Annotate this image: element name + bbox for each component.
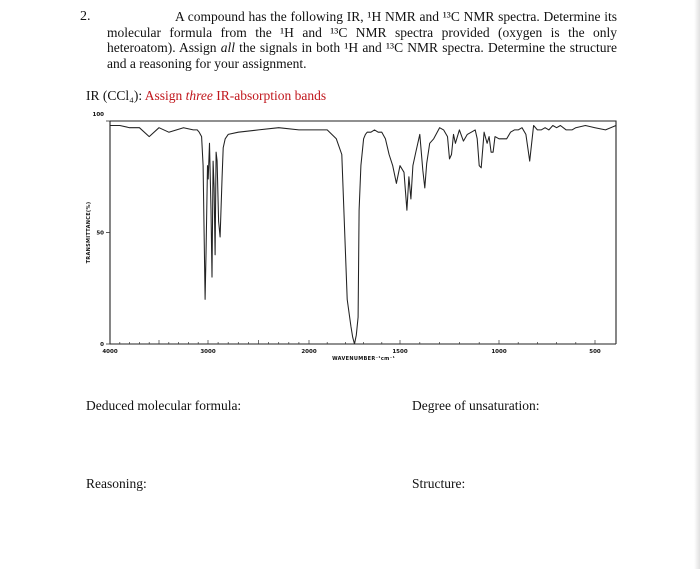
ir-instruction-em: three: [185, 88, 213, 103]
x-tick-label: 1000: [491, 349, 507, 355]
structure-label: Structure:: [412, 476, 466, 491]
molecular-formula-label: Deduced molecular formula:: [86, 398, 242, 413]
question-number: 2.: [80, 9, 91, 24]
x-tick-label: 1500: [392, 349, 408, 355]
ir-instruction: [145, 88, 326, 103]
x-tick-label: 3000: [200, 349, 216, 355]
ir-instruction-post: IR-absorption bands: [216, 88, 327, 103]
y-tick-label: 50: [96, 230, 104, 237]
chart-frame: [110, 121, 616, 344]
unsaturation-label: Degree of unsaturation:: [412, 398, 540, 413]
ir-spectrum-chart: [80, 102, 640, 372]
x-tick-label: 4000: [102, 349, 118, 355]
chart-axes: [110, 121, 616, 344]
x-axis-label: WAVENUMBER⁻¹cm⁻¹: [332, 356, 396, 362]
y-axis-label: TRANSMITTANCE(%): [86, 201, 92, 264]
ir-spectrum-svg: [80, 102, 640, 372]
x-tick-label: 2000: [301, 349, 317, 355]
page-shadow-edge: [694, 0, 700, 569]
ir-instruction-pre: Assign: [144, 88, 183, 103]
x-tick-label: 500: [589, 349, 601, 355]
question-text: A compound has the following IR, ¹H NMR and ¹³C NMR spectra. Determine its molecular formula from the ¹H and ¹³C NMR spectra provided (oxygen is the only heteroatom). Assign all the signals in both ¹H and ¹³C NMR spectra. Determine the structure and a reasoning for your assignment.: [107, 9, 618, 71]
reasoning-label: Reasoning:: [86, 476, 147, 491]
question-text-emphasis: all: [220, 40, 235, 56]
y-tick-label: 100: [92, 112, 104, 118]
ir-spectrum-line: [110, 126, 616, 345]
chart-ticks: [93, 112, 616, 355]
y-tick-label: 0: [100, 342, 104, 348]
ir-label: IR (CCl₄):: [86, 88, 143, 103]
